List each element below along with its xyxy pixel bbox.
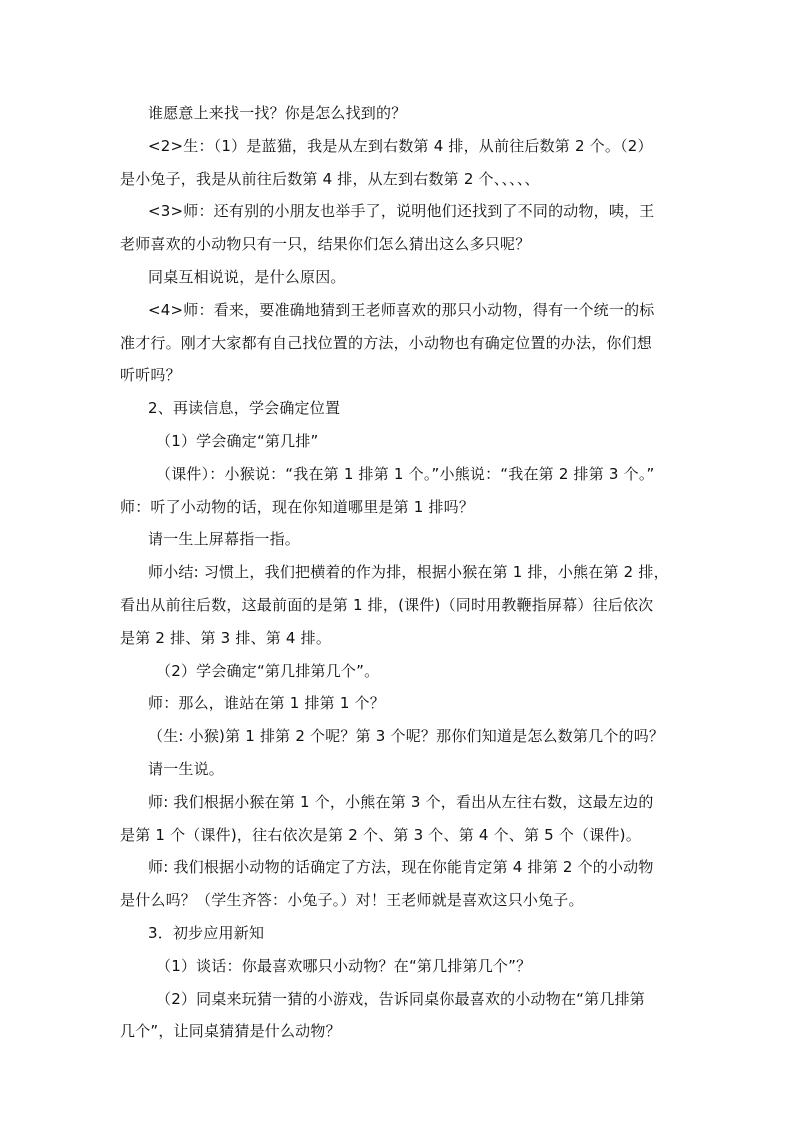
paragraph-line: （生: 小猴)第 1 排第 2 个呢？第 3 个呢？那你们知道是怎么数第几个的吗？ <box>148 727 665 746</box>
paragraph-line: 是小兔子，我是从前往后数第 4 排，从左到右数第 2 个、、、、、 <box>120 169 540 188</box>
paragraph-line: 看出从前往后数，这最前面的是第 1 排，(课件)（同时用教鞭指屏幕）往后依次 <box>120 595 654 614</box>
section-heading: 3．初步应用新知 <box>148 923 265 942</box>
paragraph-line: （2）同桌来玩猜一猜的小游戏，告诉同桌你最喜欢的小动物在“第几排第 <box>156 989 645 1008</box>
paragraph-line: 师小结: 习惯上，我们把横着的作为排，根据小猴在第 1 排，小熊在第 2 排， <box>148 563 669 582</box>
paragraph-line: <3>师：还有别的小朋友也举手了，说明他们还找到了不同的动物，咦，王 <box>148 202 655 221</box>
paragraph-line: 师：那么，谁站在第 1 排第 1 个？ <box>148 694 385 713</box>
paragraph-line: 师：听了小动物的话，现在你知道哪里是第 1 排吗？ <box>120 497 475 516</box>
section-heading: 2、再读信息，学会确定位置 <box>148 399 341 418</box>
paragraph-line: 是什么吗？（学生齐答：小兔子。）对！王老师就是喜欢这只小兔子。 <box>120 891 584 910</box>
paragraph-line: 同桌互相说说，是什么原因。 <box>148 267 346 286</box>
subsection-heading: （1）学会确定“第几排” <box>156 431 319 450</box>
paragraph-line: 几个”，让同桌猜猜是什么动物？ <box>120 1022 341 1041</box>
paragraph-line: 听听吗？ <box>120 366 181 385</box>
subsection-heading: （2）学会确定“第几排第几个”。 <box>156 661 380 680</box>
paragraph-line: <4>师：看来，要准确地猜到王老师喜欢的那只小动物，得有一个统一的标 <box>148 300 655 319</box>
document-body <box>120 97 680 1048</box>
paragraph-line: 请一生上屏幕指一指。 <box>148 530 301 549</box>
paragraph-line: <2>生：（1）是蓝猫，我是从左到右数第 4 排，从前往后数第 2 个。（2） <box>148 136 653 155</box>
paragraph-line: 谁愿意上来找一找？你是怎么找到的？ <box>148 104 407 122</box>
paragraph-line: 是第 2 排、第 3 排、第 4 排。 <box>120 628 332 647</box>
paragraph-line: 师: 我们根据小猴在第 1 个，小熊在第 3 个，看出从左往右数，这最左边的 <box>148 792 654 811</box>
paragraph-line: （1）谈话：你最喜欢哪只小动物？在“第几排第几个”？ <box>156 956 532 975</box>
paragraph-line: 准才行。刚才大家都有自己找位置的方法，小动物也有确定位置的办法，你们想 <box>120 333 653 352</box>
paragraph-line: 请一生说。 <box>148 759 225 778</box>
paragraph-line: 是第 1 个（课件)，往右依次是第 2 个、第 3 个、第 4 个、第 5 个（课件)。 <box>120 825 641 844</box>
paragraph-line: 师: 我们根据小动物的话确定了方法，现在你能肯定第 4 排第 2 个的小动物 <box>148 858 654 877</box>
paragraph-line: （课件）：小猴说：“我在第 1 排第 1 个。”小熊说：“我在第 2 排第 3 个。” <box>156 464 655 483</box>
paragraph-line: 老师喜欢的小动物只有一只，结果你们怎么猜出这么多只呢？ <box>120 235 531 254</box>
